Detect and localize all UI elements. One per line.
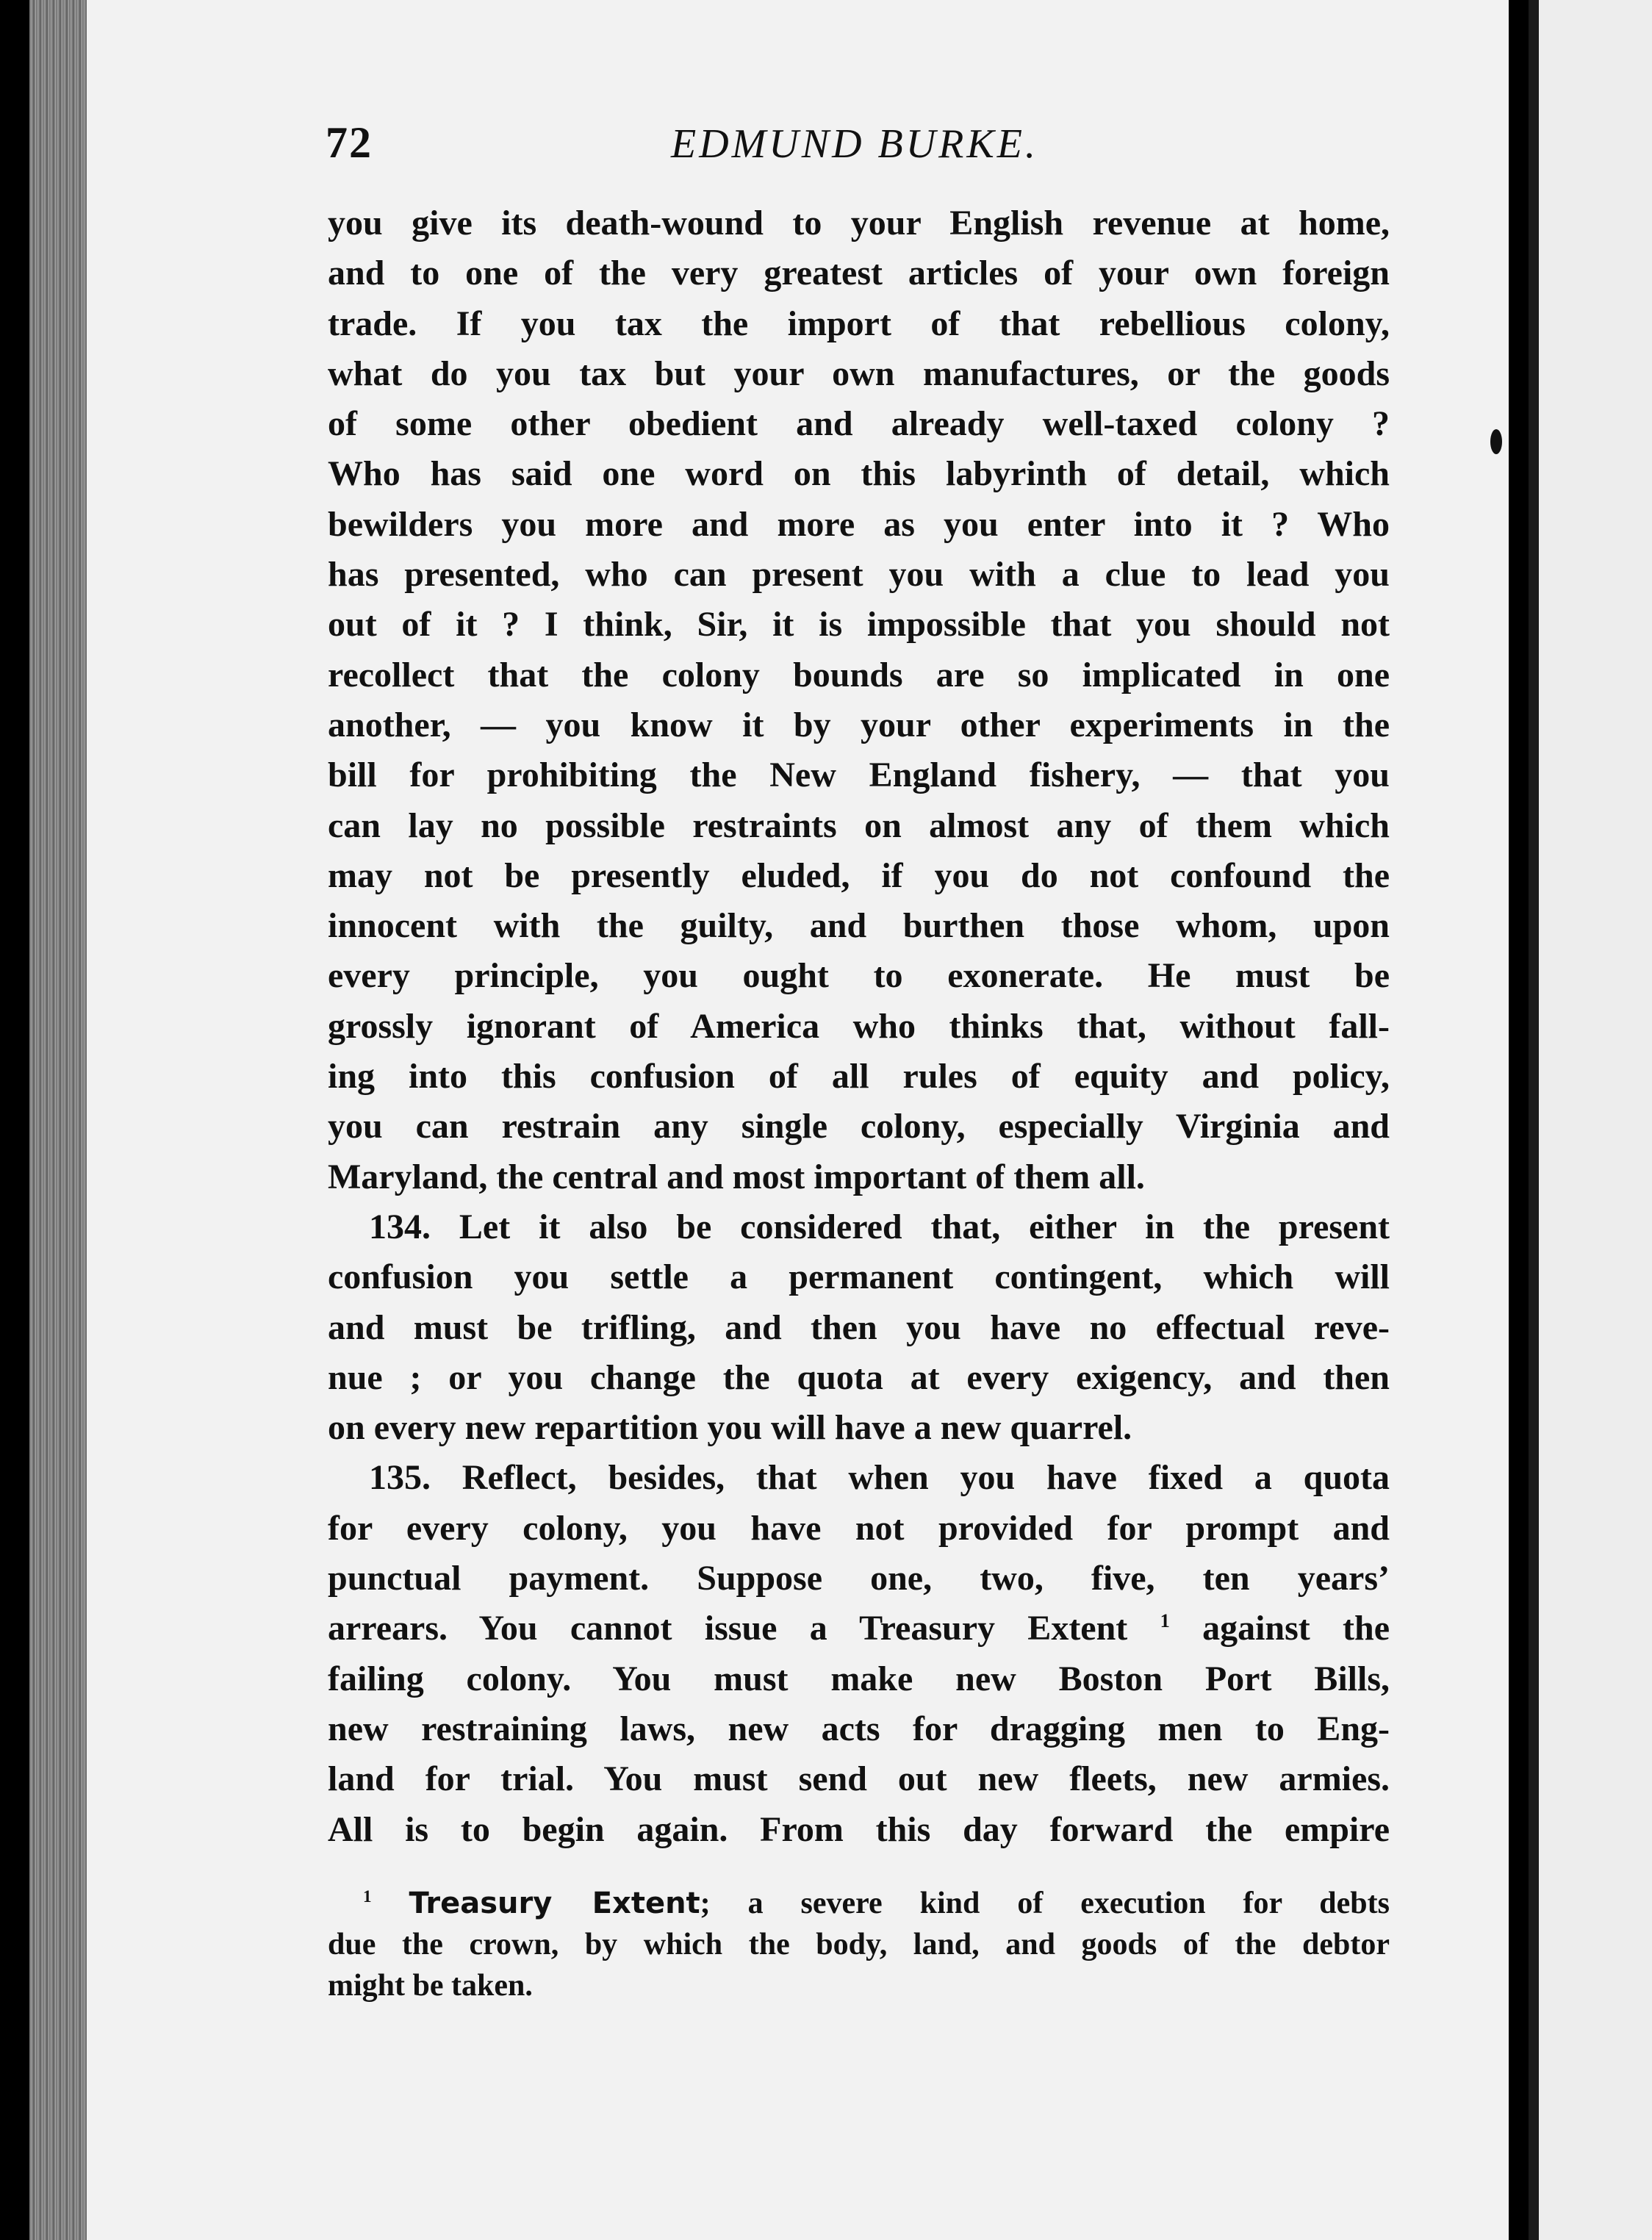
book-page-edge: [29, 0, 88, 2240]
paragraph-135-line: 135. Reflect, besides, that when you have fixed a quota: [369, 1458, 1390, 1498]
text-line: bewilders you more and more as you enter into it ? Who: [328, 504, 1390, 544]
text-line: you can restrain any single colony, especially Virginia and: [328, 1107, 1390, 1146]
gutter-shadow: [1529, 0, 1539, 2240]
text-line: can lay no possible restraints on almost any of them which: [328, 805, 1390, 845]
footnote-text: ; a severe kind of execution for debts: [700, 1887, 1390, 1920]
text-line: innocent with the guilty, and burthen those whom, upon: [328, 906, 1390, 946]
footnote-line: might be taken.: [328, 1969, 533, 2003]
text-line: and must be trifling, and then you have no effectual reve-: [328, 1307, 1390, 1347]
text-line: on every new repartition you will have a new quarrel.: [328, 1408, 1132, 1448]
text-line: ing into this confusion of all rules of equity and policy,: [328, 1057, 1390, 1096]
text-line: bill for prohibiting the New England fishery, — that you: [328, 755, 1390, 795]
text-line: may not be presently eluded, if you do not confound the: [328, 855, 1390, 895]
page-number: 72: [326, 118, 373, 167]
text-line: Who has said one word on this labyrinth of detail, which: [328, 454, 1390, 494]
text-line: every principle, you ought to exonerate. He must be: [328, 956, 1390, 996]
margin-ink-dot: [1490, 429, 1502, 454]
text-line: of some other obedient and already well-taxed colony ?: [328, 404, 1390, 444]
text-line: recollect that the colony bounds are so implicated in one: [328, 655, 1390, 694]
footnote-reference: 1: [1160, 1609, 1170, 1632]
footnote-line: [328, 1883, 1390, 1924]
footnote-term: Treasury Extent: [409, 1887, 700, 1920]
text-line: nue ; or you change the quota at every exigency, and then: [328, 1357, 1390, 1397]
text-line: trade. If you tax the import of that rebellious colony,: [328, 304, 1390, 343]
text-line: confusion you settle a permanent contingent, which will: [328, 1257, 1390, 1297]
text-line: failing colony. You must make new Boston Port Bills,: [328, 1659, 1390, 1698]
text-line: All is to begin again. From this day forward the empire: [328, 1809, 1390, 1849]
text-line: land for trial. You must send out new fleets, new armies.: [328, 1759, 1390, 1799]
footnote: [328, 1883, 1390, 2006]
body-text: [328, 198, 1390, 1855]
text-line: for every colony, you have not provided for prompt and: [328, 1508, 1390, 1548]
running-head: [326, 118, 1391, 179]
footnote-marker: 1: [363, 1887, 372, 1906]
text-line: Maryland, the central and most important of them all.: [328, 1157, 1145, 1196]
running-title: EDMUND BURKE.: [671, 121, 1038, 167]
footnote-line: due the crown, by which the body, land, and goods of the debtor: [328, 1928, 1390, 1961]
text-line: out of it ? I think, Sir, it is impossible that you should not: [328, 605, 1390, 645]
text-fragment: arrears. You cannot issue a Treasury Extent: [328, 1609, 1128, 1648]
facing-page-strip: [1539, 0, 1652, 2240]
text-line: has presented, who can present you with a clue to lead you: [328, 555, 1390, 595]
paragraph-134-line: 134. Let it also be considered that, either in the present: [369, 1207, 1390, 1246]
text-line: punctual payment. Suppose one, two, five, ten years’: [328, 1559, 1390, 1598]
text-fragment: against the: [1202, 1609, 1390, 1648]
text-line: grossly ignorant of America who thinks that, without fall-: [328, 1006, 1390, 1046]
text-line-with-footnote-ref: [328, 1604, 1390, 1654]
text-line: what do you tax but your own manufactures, or the goods: [328, 353, 1390, 393]
text-line: new restraining laws, new acts for dragging men to Eng-: [328, 1709, 1390, 1748]
text-line: another, — you know it by your other experiments in the: [328, 705, 1390, 744]
text-line: you give its death-wound to your English revenue at home,: [328, 204, 1390, 243]
text-line: and to one of the very greatest articles of your own foreign: [328, 254, 1390, 293]
